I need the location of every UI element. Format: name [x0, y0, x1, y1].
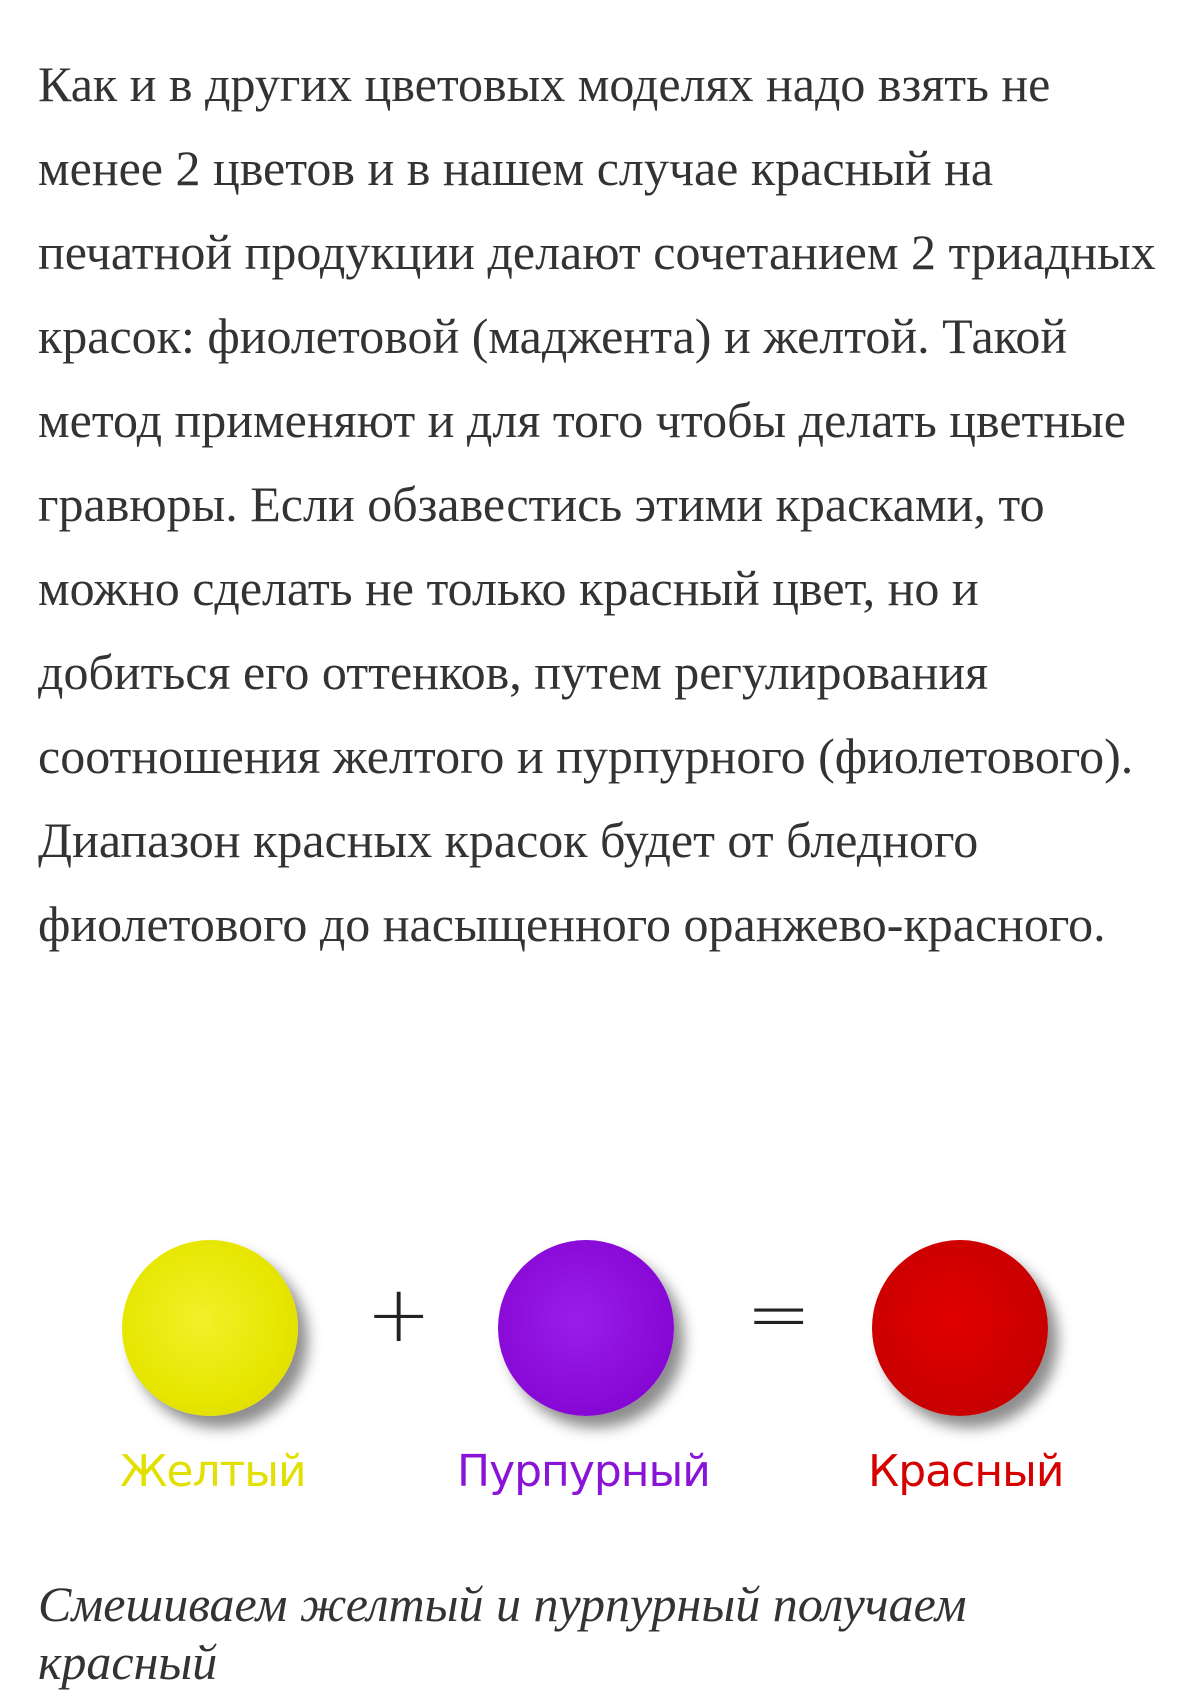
- yellow-circle: [122, 1240, 298, 1416]
- color-mixing-figure: [100, 1220, 1100, 1520]
- equals-sign: =: [746, 1270, 812, 1360]
- red-label: Красный: [868, 1446, 1064, 1497]
- article-paragraph: Как и в других цветовых моделях надо взять не менее 2 цветов и в нашем случае красный на печатной продукции делают сочетанием 2 триадных красок: фиолетовой (маджента) и желтой. Такой метод применяют и для того чтобы делать цветные гравюры. Если обзавестись этими красками, то можно сделать не только красный цвет, но и добиться его оттенков, путем регулирования соотношения желтого и пурпурного (фиолетового). Диапазон красных красок будет от бледного фиолетового до насыщенного оранжево-красного.: [38, 56, 1156, 952]
- purple-label: Пурпурный: [457, 1446, 710, 1497]
- plus-sign: +: [366, 1270, 432, 1360]
- purple-circle: [498, 1240, 674, 1416]
- red-circle: [872, 1240, 1048, 1416]
- yellow-label: Желтый: [120, 1446, 306, 1497]
- figure-caption: Смешиваем желтый и пурпурный получаем красный: [38, 1576, 967, 1690]
